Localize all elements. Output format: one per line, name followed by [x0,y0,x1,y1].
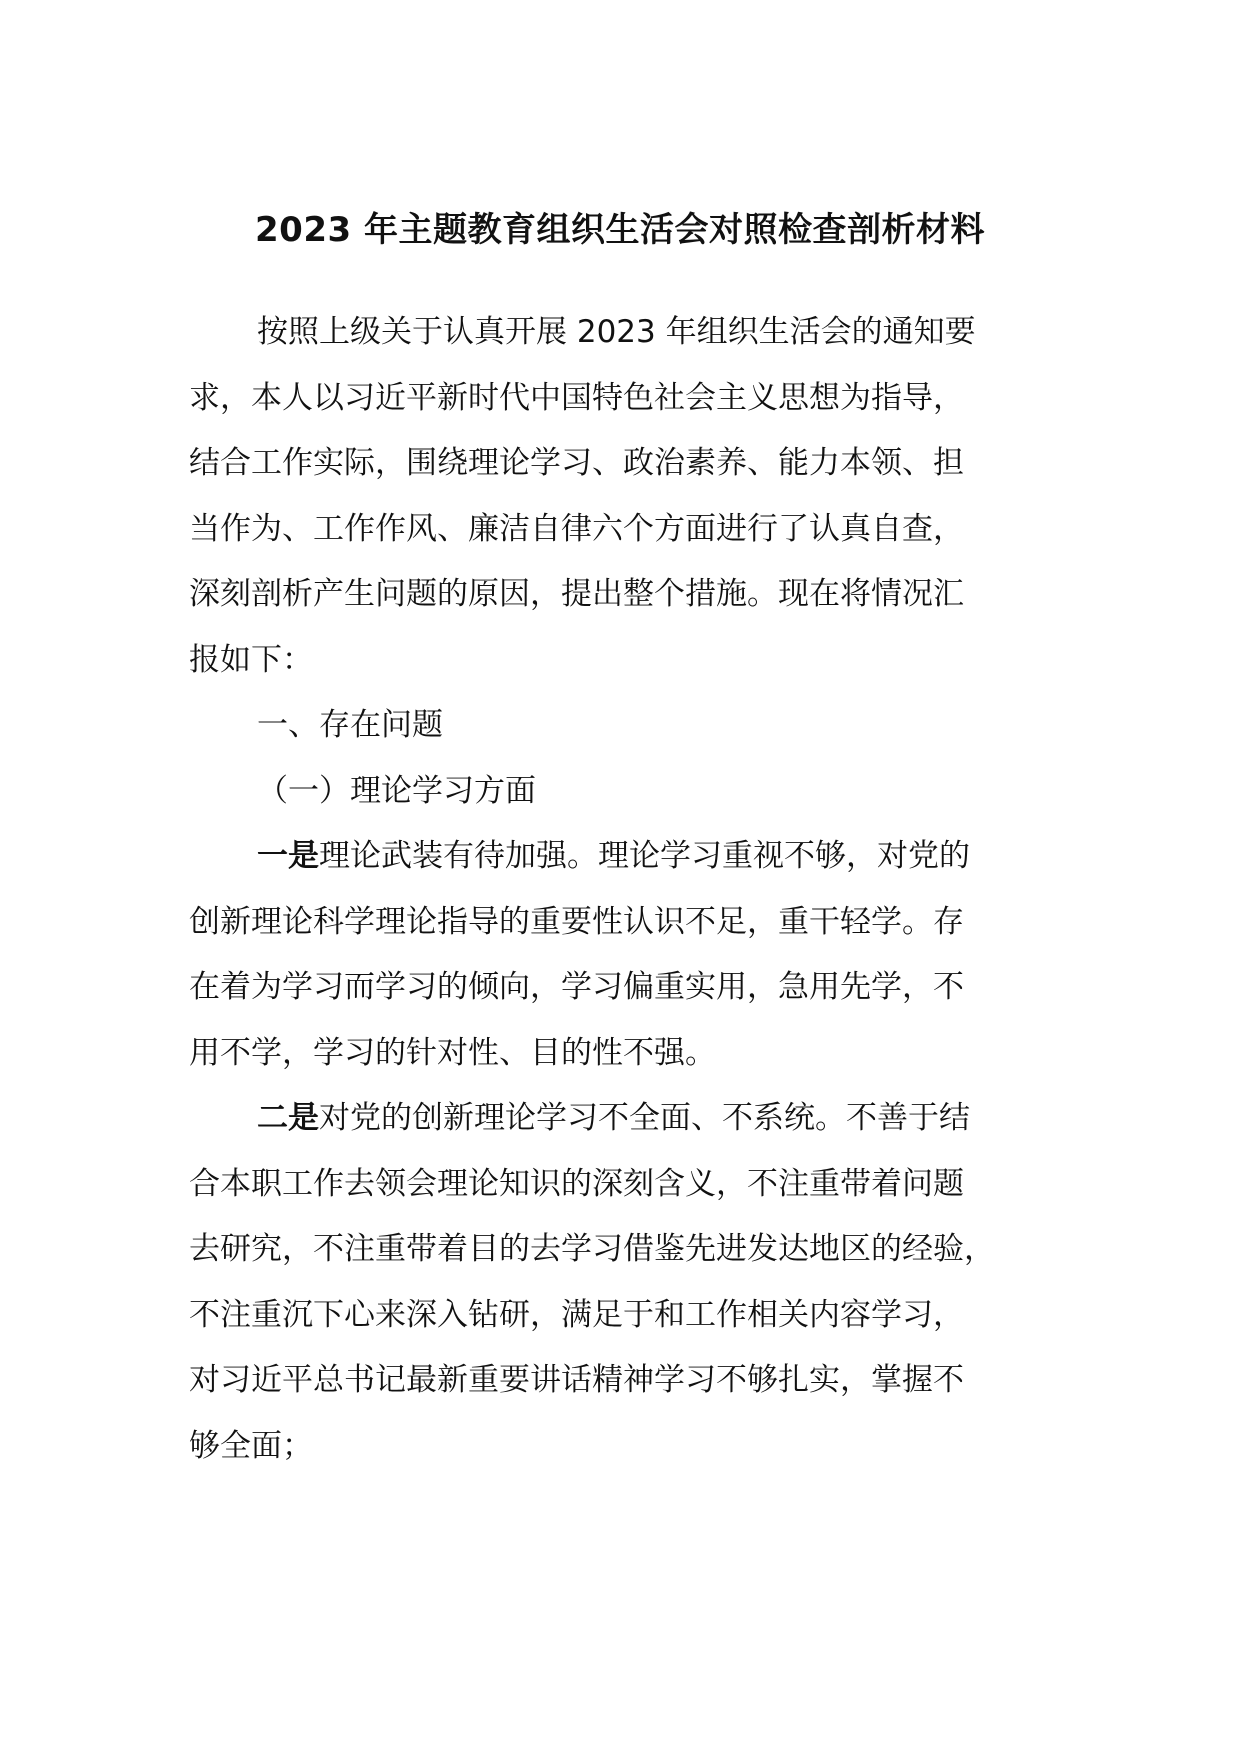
point-one-line: 用不学，学习的针对性、目的性不强。 [189,1034,716,1071]
intro-line: 报如下： [189,641,313,678]
intro-paragraph [189,300,1059,693]
document-body [189,300,1059,1479]
point-one-line: 创新理论科学理论指导的重要性认识不足，重干轻学。存 [189,903,964,940]
point-two-line: 不注重沉下心来深入钻研，满足于和工作相关内容学习， [189,1296,964,1333]
point-one-lead: 一是 [257,838,319,874]
intro-line: 求，本人以习近平新时代中国特色社会主义思想为指导， [189,379,964,416]
point-two-first-line [189,1086,1059,1152]
point-two-line: 对习近平总书记最新重要讲话精神学习不够扎实，掌握不 [189,1362,964,1398]
subsection-heading: （一）理论学习方面 [257,772,536,809]
point-two-line: 够全面； [189,1427,313,1464]
intro-line: 当作为、工作作风、廉洁自律六个方面进行了认真自查， [189,510,964,547]
point-two-line: 去研究，不注重带着目的去学习借鉴先进发达地区的经验， [189,1231,995,1267]
point-two-line: 对党的创新理论学习不全面、不系统。不善于结 [319,1100,970,1136]
intro-line: 按照上级关于认真开展 2023 年组织生活会的通知要 [257,314,976,350]
point-one-line: 在着为学习而学习的倾向，学习偏重实用，急用先学，不 [189,969,964,1005]
intro-line: 结合工作实际，围绕理论学习、政治素养、能力本领、担 [189,445,964,481]
point-one-first-line [189,824,1059,890]
point-two-paragraph [189,1086,1059,1479]
point-two-line: 合本职工作去领会理论知识的深刻含义，不注重带着问题 [189,1165,964,1202]
point-one-paragraph [189,824,1059,1086]
section-heading: 一、存在问题 [257,707,443,743]
point-one-line: 理论武装有待加强。理论学习重视不够，对党的 [319,838,970,874]
point-two-lead: 二是 [257,1100,319,1136]
intro-line: 深刻剖析产生问题的原因，提出整个措施。现在将情况汇 [189,576,964,612]
document-title: 2023 年主题教育组织生活会对照检查剖析材料 [255,210,985,250]
